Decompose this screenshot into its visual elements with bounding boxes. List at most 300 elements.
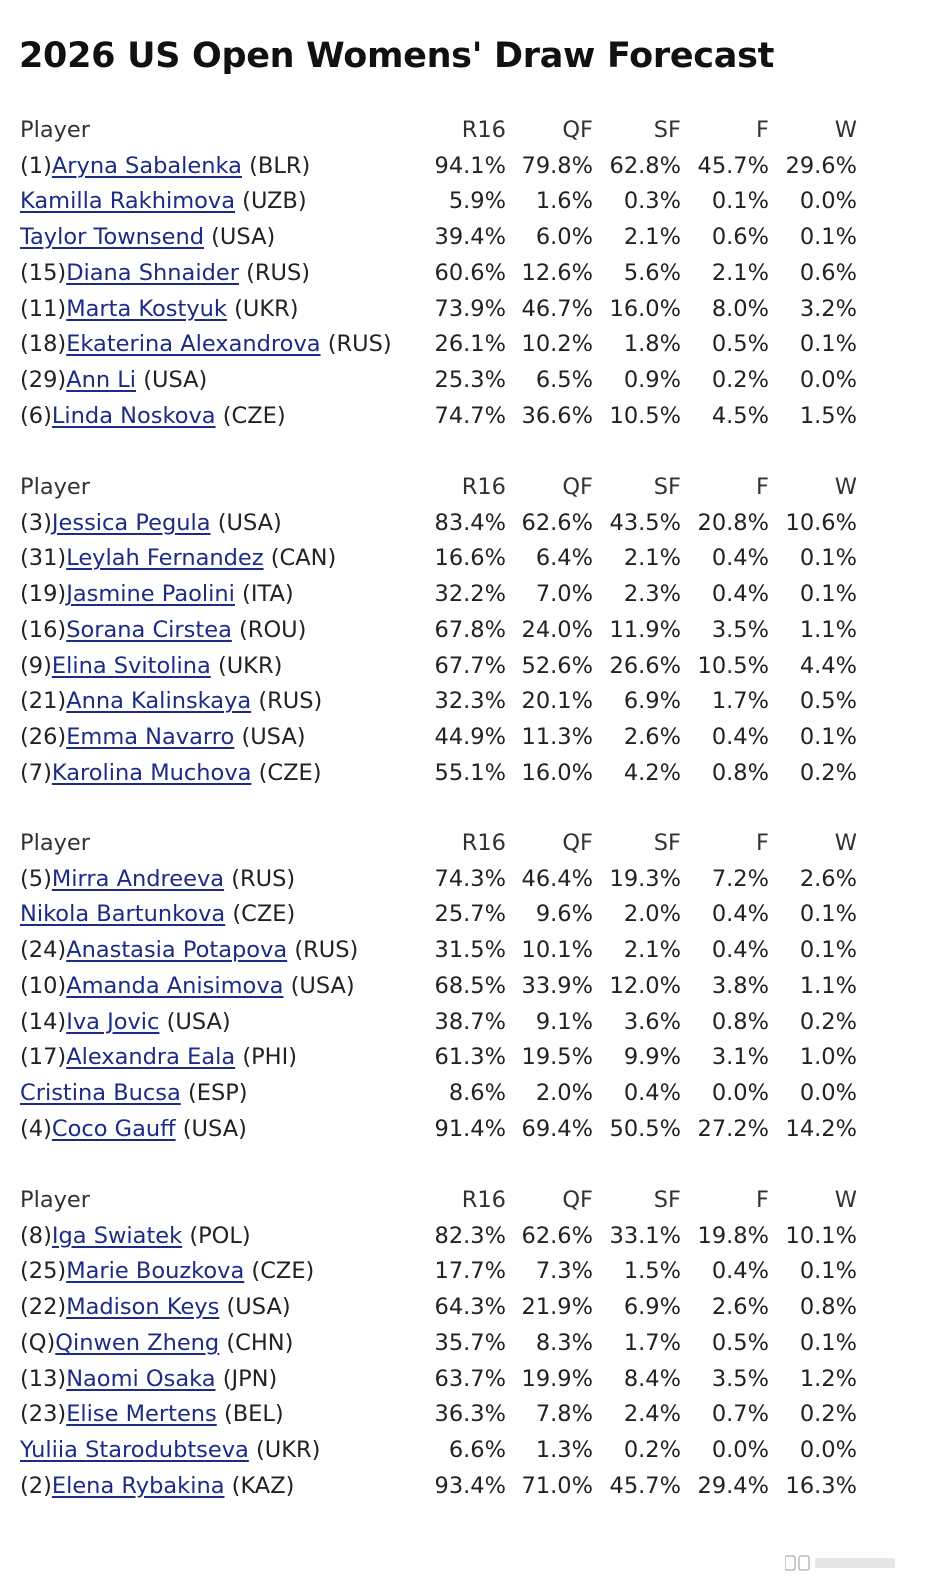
player-seed: (24) xyxy=(20,937,67,964)
prob-f: 3.5% xyxy=(711,1365,769,1392)
column-header-player: Player xyxy=(20,117,91,143)
player-name-link[interactable]: Jessica Pegula xyxy=(51,509,211,536)
player-name-link[interactable]: Anastasia Potapova xyxy=(66,937,288,964)
player-cell xyxy=(20,291,299,327)
player-country: (RUS) xyxy=(294,937,359,964)
player-country: (USA) xyxy=(166,1008,231,1035)
prob-w: 0.6% xyxy=(799,259,857,286)
prob-r16: 73.9% xyxy=(434,295,506,322)
column-header-r16: R16 xyxy=(461,830,506,856)
player-seed: (6) xyxy=(20,402,52,429)
player-country: (UKR) xyxy=(256,1436,321,1463)
prob-qf: 24.0% xyxy=(521,616,593,643)
prob-sf: 26.6% xyxy=(609,652,681,679)
prob-r16: 93.4% xyxy=(434,1472,506,1499)
table-row xyxy=(0,968,926,1004)
player-name-link[interactable]: Elise Mertens xyxy=(66,1401,217,1428)
table-row xyxy=(0,183,926,219)
prob-w: 14.2% xyxy=(785,1115,857,1142)
player-cell xyxy=(20,612,306,648)
player-seed: (2) xyxy=(20,1472,52,1499)
prob-sf: 12.0% xyxy=(609,972,681,999)
player-country: (BEL) xyxy=(223,1401,284,1428)
player-name-link[interactable]: Naomi Osaka xyxy=(66,1365,216,1392)
player-name-link[interactable]: Qinwen Zheng xyxy=(55,1329,220,1356)
column-header-sf: SF xyxy=(653,117,681,143)
prob-r16: 36.3% xyxy=(434,1401,506,1428)
column-header-f: F xyxy=(756,830,769,856)
prob-w: 1.5% xyxy=(799,402,857,429)
player-name-link[interactable]: Taylor Townsend xyxy=(20,224,204,251)
player-country: (JPN) xyxy=(222,1365,278,1392)
player-seed: (21) xyxy=(20,688,67,715)
prob-qf: 12.6% xyxy=(521,259,593,286)
player-seed: (29) xyxy=(20,366,67,393)
prob-w: 1.1% xyxy=(799,972,857,999)
watermark-icon xyxy=(785,1554,895,1574)
player-cell xyxy=(20,896,295,932)
player-country: (BLR) xyxy=(249,152,311,179)
prob-r16: 67.7% xyxy=(434,652,506,679)
player-country: (UKR) xyxy=(234,295,299,322)
player-name-link[interactable]: Emma Navarro xyxy=(66,723,235,750)
player-country: (CZE) xyxy=(232,901,296,928)
prob-w: 16.3% xyxy=(785,1472,857,1499)
player-country: (USA) xyxy=(182,1115,247,1142)
player-name-link[interactable]: Diana Shnaider xyxy=(66,259,239,286)
prob-f: 4.5% xyxy=(711,402,769,429)
player-cell xyxy=(20,1218,251,1254)
prob-r16: 68.5% xyxy=(434,972,506,999)
column-header-r16: R16 xyxy=(461,117,506,143)
prob-qf: 6.0% xyxy=(535,224,593,251)
prob-qf: 10.2% xyxy=(521,331,593,358)
player-seed: (Q) xyxy=(20,1329,56,1356)
prob-qf: 19.9% xyxy=(521,1365,593,1392)
prob-w: 10.6% xyxy=(785,509,857,536)
player-name-link[interactable]: Leylah Fernandez xyxy=(66,545,264,572)
prob-f: 29.4% xyxy=(697,1472,769,1499)
prob-sf: 2.0% xyxy=(623,901,681,928)
player-seed: (22) xyxy=(20,1294,67,1321)
table-row xyxy=(0,291,926,327)
player-seed: (5) xyxy=(20,865,52,892)
prob-f: 0.4% xyxy=(711,901,769,928)
player-cell xyxy=(20,1468,294,1504)
prob-sf: 2.4% xyxy=(623,1401,681,1428)
prob-f: 2.6% xyxy=(711,1294,769,1321)
table-row xyxy=(0,612,926,648)
player-country: (RUS) xyxy=(246,259,311,286)
prob-w: 0.1% xyxy=(799,224,857,251)
prob-w: 0.1% xyxy=(799,723,857,750)
player-country: (POL) xyxy=(189,1222,251,1249)
prob-sf: 19.3% xyxy=(609,865,681,892)
table-row xyxy=(0,683,926,719)
prob-r16: 64.3% xyxy=(434,1294,506,1321)
prob-qf: 52.6% xyxy=(521,652,593,679)
prob-qf: 11.3% xyxy=(521,723,593,750)
prob-r16: 94.1% xyxy=(434,152,506,179)
prob-qf: 7.3% xyxy=(535,1258,593,1285)
player-seed: (19) xyxy=(20,581,67,608)
prob-qf: 62.6% xyxy=(521,1222,593,1249)
header-row xyxy=(0,469,926,505)
prob-sf: 50.5% xyxy=(609,1115,681,1142)
player-cell xyxy=(20,1396,284,1432)
prob-w: 0.1% xyxy=(799,581,857,608)
prob-w: 1.1% xyxy=(799,616,857,643)
prob-qf: 2.0% xyxy=(535,1079,593,1106)
player-name-link[interactable]: Linda Noskova xyxy=(51,402,216,429)
table-row xyxy=(0,719,926,755)
player-seed: (8) xyxy=(20,1222,52,1249)
prob-qf: 7.8% xyxy=(535,1401,593,1428)
column-header-f: F xyxy=(756,1187,769,1213)
column-header-player: Player xyxy=(20,830,91,856)
prob-qf: 21.9% xyxy=(521,1294,593,1321)
prob-w: 0.0% xyxy=(799,1436,857,1463)
prob-w: 0.8% xyxy=(799,1294,857,1321)
prob-sf: 6.9% xyxy=(623,688,681,715)
prob-f: 0.4% xyxy=(711,545,769,572)
prob-r16: 38.7% xyxy=(434,1008,506,1035)
player-country: (ESP) xyxy=(187,1079,248,1106)
player-name-link[interactable]: Ekaterina Alexandrova xyxy=(66,331,321,358)
prob-f: 45.7% xyxy=(697,152,769,179)
prob-f: 0.8% xyxy=(711,759,769,786)
table-row xyxy=(0,755,926,791)
prob-w: 29.6% xyxy=(785,152,857,179)
player-country: (PHI) xyxy=(242,1044,298,1071)
player-name-link[interactable]: Anna Kalinskaya xyxy=(66,688,252,715)
player-country: (RUS) xyxy=(327,331,392,358)
prob-qf: 9.1% xyxy=(535,1008,593,1035)
player-seed: (26) xyxy=(20,723,67,750)
prob-r16: 82.3% xyxy=(434,1222,506,1249)
player-cell xyxy=(20,1289,291,1325)
prob-f: 3.5% xyxy=(711,616,769,643)
prob-r16: 32.3% xyxy=(434,688,506,715)
prob-sf: 6.9% xyxy=(623,1294,681,1321)
prob-sf: 9.9% xyxy=(623,1044,681,1071)
player-cell xyxy=(20,255,310,291)
column-header-sf: SF xyxy=(653,474,681,500)
player-name-link[interactable]: Sorana Cirstea xyxy=(66,616,232,643)
prob-sf: 2.6% xyxy=(623,723,681,750)
player-cell xyxy=(20,362,207,398)
player-name-link[interactable]: Marie Bouzkova xyxy=(66,1258,245,1285)
player-country: (KAZ) xyxy=(231,1472,295,1499)
column-header-qf: QF xyxy=(562,1187,593,1213)
prob-f: 0.0% xyxy=(711,1436,769,1463)
table-row xyxy=(0,1004,926,1040)
prob-sf: 8.4% xyxy=(623,1365,681,1392)
table-row xyxy=(0,505,926,541)
player-seed: (9) xyxy=(20,652,52,679)
prob-w: 0.2% xyxy=(799,1401,857,1428)
prob-r16: 74.3% xyxy=(434,865,506,892)
prob-sf: 2.1% xyxy=(623,937,681,964)
player-country: (CAN) xyxy=(270,545,337,572)
column-header-r16: R16 xyxy=(461,1187,506,1213)
prob-r16: 55.1% xyxy=(434,759,506,786)
prob-w: 1.0% xyxy=(799,1044,857,1071)
player-country: (USA) xyxy=(211,224,276,251)
player-seed: (25) xyxy=(20,1258,67,1285)
prob-qf: 1.6% xyxy=(535,188,593,215)
player-name-link[interactable]: Amanda Anisimova xyxy=(66,972,284,999)
player-cell xyxy=(20,1111,247,1147)
player-name-link[interactable]: Kamilla Rakhimova xyxy=(20,188,236,215)
table-row xyxy=(0,255,926,291)
player-country: (ITA) xyxy=(242,581,294,608)
prob-w: 0.5% xyxy=(799,688,857,715)
prob-f: 20.8% xyxy=(697,509,769,536)
player-seed: (3) xyxy=(20,509,52,536)
prob-r16: 60.6% xyxy=(434,259,506,286)
table-row xyxy=(0,1218,926,1254)
prob-qf: 33.9% xyxy=(521,972,593,999)
prob-qf: 8.3% xyxy=(535,1329,593,1356)
prob-r16: 8.6% xyxy=(448,1079,506,1106)
prob-qf: 6.4% xyxy=(535,545,593,572)
column-header-f: F xyxy=(756,474,769,500)
table-row xyxy=(0,861,926,897)
prob-qf: 10.1% xyxy=(521,937,593,964)
player-country: (USA) xyxy=(241,723,306,750)
player-seed: (16) xyxy=(20,616,67,643)
table-row xyxy=(0,896,926,932)
prob-qf: 46.4% xyxy=(521,865,593,892)
column-header-sf: SF xyxy=(653,830,681,856)
prob-sf: 1.7% xyxy=(623,1329,681,1356)
prob-sf: 4.2% xyxy=(623,759,681,786)
prob-w: 0.1% xyxy=(799,331,857,358)
prob-w: 0.1% xyxy=(799,1329,857,1356)
table-row xyxy=(0,1396,926,1432)
prob-f: 0.4% xyxy=(711,581,769,608)
prob-r16: 63.7% xyxy=(434,1365,506,1392)
column-header-w: W xyxy=(834,830,857,856)
prob-r16: 35.7% xyxy=(434,1329,506,1356)
prob-r16: 74.7% xyxy=(434,402,506,429)
prob-f: 3.1% xyxy=(711,1044,769,1071)
table-row xyxy=(0,1253,926,1289)
prob-w: 0.2% xyxy=(799,1008,857,1035)
prob-f: 0.4% xyxy=(711,1258,769,1285)
column-header-sf: SF xyxy=(653,1187,681,1213)
prob-w: 0.1% xyxy=(799,545,857,572)
prob-sf: 3.6% xyxy=(623,1008,681,1035)
player-country: (CZE) xyxy=(251,1258,315,1285)
player-cell xyxy=(20,1039,297,1075)
prob-sf: 33.1% xyxy=(609,1222,681,1249)
player-seed: (15) xyxy=(20,259,67,286)
prob-r16: 39.4% xyxy=(434,224,506,251)
prob-r16: 26.1% xyxy=(434,331,506,358)
table-row xyxy=(0,932,926,968)
prob-qf: 6.5% xyxy=(535,366,593,393)
prob-r16: 25.3% xyxy=(434,366,506,393)
prob-f: 0.2% xyxy=(711,366,769,393)
table-row xyxy=(0,219,926,255)
column-header-player: Player xyxy=(20,474,91,500)
player-country: (ROU) xyxy=(239,616,307,643)
prob-sf: 1.8% xyxy=(623,331,681,358)
column-header-w: W xyxy=(834,1187,857,1213)
player-seed: (10) xyxy=(20,972,67,999)
player-cell xyxy=(20,1325,293,1361)
player-country: (USA) xyxy=(217,509,282,536)
prob-f: 0.4% xyxy=(711,723,769,750)
prob-w: 0.2% xyxy=(799,759,857,786)
player-cell xyxy=(20,719,306,755)
prob-f: 0.5% xyxy=(711,1329,769,1356)
prob-w: 2.6% xyxy=(799,865,857,892)
header-row xyxy=(0,112,926,148)
player-country: (UZB) xyxy=(242,188,307,215)
player-cell xyxy=(20,755,321,791)
prob-f: 7.2% xyxy=(711,865,769,892)
prob-qf: 1.3% xyxy=(535,1436,593,1463)
player-seed: (14) xyxy=(20,1008,67,1035)
player-cell xyxy=(20,1075,248,1111)
player-country: (USA) xyxy=(290,972,355,999)
prob-qf: 20.1% xyxy=(521,688,593,715)
prob-qf: 19.5% xyxy=(521,1044,593,1071)
player-name-link[interactable]: Mirra Andreeva xyxy=(51,865,225,892)
player-name-link[interactable]: Alexandra Eala xyxy=(66,1044,236,1071)
prob-sf: 0.2% xyxy=(623,1436,681,1463)
player-name-link[interactable]: Aryna Sabalenka xyxy=(51,152,242,179)
table-row xyxy=(0,362,926,398)
prob-sf: 43.5% xyxy=(609,509,681,536)
prob-r16: 16.6% xyxy=(434,545,506,572)
prob-sf: 2.1% xyxy=(623,224,681,251)
prob-f: 0.5% xyxy=(711,331,769,358)
table-row xyxy=(0,1075,926,1111)
prob-r16: 17.7% xyxy=(434,1258,506,1285)
prob-r16: 44.9% xyxy=(434,723,506,750)
player-name-link[interactable]: Ann Li xyxy=(66,366,137,393)
column-header-f: F xyxy=(756,117,769,143)
player-cell xyxy=(20,398,286,434)
player-seed: (23) xyxy=(20,1401,67,1428)
player-cell xyxy=(20,1004,231,1040)
prob-f: 0.0% xyxy=(711,1079,769,1106)
player-cell xyxy=(20,648,282,684)
prob-sf: 2.1% xyxy=(623,545,681,572)
prob-f: 10.5% xyxy=(697,652,769,679)
prob-sf: 45.7% xyxy=(609,1472,681,1499)
player-cell xyxy=(20,932,358,968)
prob-f: 19.8% xyxy=(697,1222,769,1249)
prob-w: 0.1% xyxy=(799,937,857,964)
prob-w: 0.0% xyxy=(799,188,857,215)
prob-qf: 16.0% xyxy=(521,759,593,786)
player-name-link[interactable]: Marta Kostyuk xyxy=(66,295,227,322)
prob-f: 0.1% xyxy=(711,188,769,215)
player-country: (CZE) xyxy=(222,402,286,429)
player-name-link[interactable]: Karolina Muchova xyxy=(51,759,252,786)
player-name-link[interactable]: Iva Jovic xyxy=(66,1008,160,1035)
prob-qf: 62.6% xyxy=(521,509,593,536)
prob-f: 2.1% xyxy=(711,259,769,286)
prob-f: 0.7% xyxy=(711,1401,769,1428)
prob-sf: 10.5% xyxy=(609,402,681,429)
player-cell xyxy=(20,861,295,897)
player-seed: (31) xyxy=(20,545,67,572)
prob-r16: 6.6% xyxy=(448,1436,506,1463)
column-header-r16: R16 xyxy=(461,474,506,500)
table-row xyxy=(0,540,926,576)
table-row xyxy=(0,1111,926,1147)
prob-r16: 32.2% xyxy=(434,581,506,608)
page-title: 2026 US Open Womens' Draw Forecast xyxy=(19,36,775,76)
player-country: (RUS) xyxy=(258,688,323,715)
table-row xyxy=(0,648,926,684)
player-name-link[interactable]: Jasmine Paolini xyxy=(66,581,235,608)
player-name-link[interactable]: Elena Rybakina xyxy=(51,1472,225,1499)
column-header-qf: QF xyxy=(562,830,593,856)
prob-f: 3.8% xyxy=(711,972,769,999)
prob-r16: 31.5% xyxy=(434,937,506,964)
player-cell xyxy=(20,1253,314,1289)
prob-sf: 0.3% xyxy=(623,188,681,215)
prob-qf: 79.8% xyxy=(521,152,593,179)
player-cell xyxy=(20,683,322,719)
player-cell xyxy=(20,219,275,255)
column-header-w: W xyxy=(834,474,857,500)
player-name-link[interactable]: Iga Swiatek xyxy=(51,1222,183,1249)
prob-w: 0.0% xyxy=(799,1079,857,1106)
player-name-link[interactable]: Madison Keys xyxy=(66,1294,220,1321)
prob-w: 4.4% xyxy=(799,652,857,679)
player-name-link[interactable]: Nikola Bartunkova xyxy=(20,901,226,928)
prob-qf: 71.0% xyxy=(521,1472,593,1499)
prob-r16: 5.9% xyxy=(448,188,506,215)
prob-sf: 16.0% xyxy=(609,295,681,322)
prob-f: 8.0% xyxy=(711,295,769,322)
player-country: (CZE) xyxy=(258,759,322,786)
table-row xyxy=(0,1039,926,1075)
player-cell xyxy=(20,183,307,219)
player-seed: (18) xyxy=(20,331,67,358)
prob-r16: 61.3% xyxy=(434,1044,506,1071)
player-cell xyxy=(20,1361,277,1397)
table-row xyxy=(0,1289,926,1325)
player-cell xyxy=(20,1432,320,1468)
player-name-link[interactable]: Coco Gauff xyxy=(51,1115,176,1142)
table-row xyxy=(0,576,926,612)
player-country: (RUS) xyxy=(231,865,296,892)
player-cell xyxy=(20,968,355,1004)
player-name-link[interactable]: Cristina Bucsa xyxy=(20,1079,181,1106)
prob-qf: 9.6% xyxy=(535,901,593,928)
player-cell xyxy=(20,326,392,362)
table-row xyxy=(0,1432,926,1468)
prob-sf: 0.9% xyxy=(623,366,681,393)
table-row xyxy=(0,326,926,362)
prob-w: 1.2% xyxy=(799,1365,857,1392)
player-name-link[interactable]: Elina Svitolina xyxy=(51,652,211,679)
player-name-link[interactable]: Yuliia Starodubtseva xyxy=(20,1436,249,1463)
prob-w: 0.0% xyxy=(799,366,857,393)
prob-r16: 83.4% xyxy=(434,509,506,536)
prob-sf: 5.6% xyxy=(623,259,681,286)
column-header-w: W xyxy=(834,117,857,143)
